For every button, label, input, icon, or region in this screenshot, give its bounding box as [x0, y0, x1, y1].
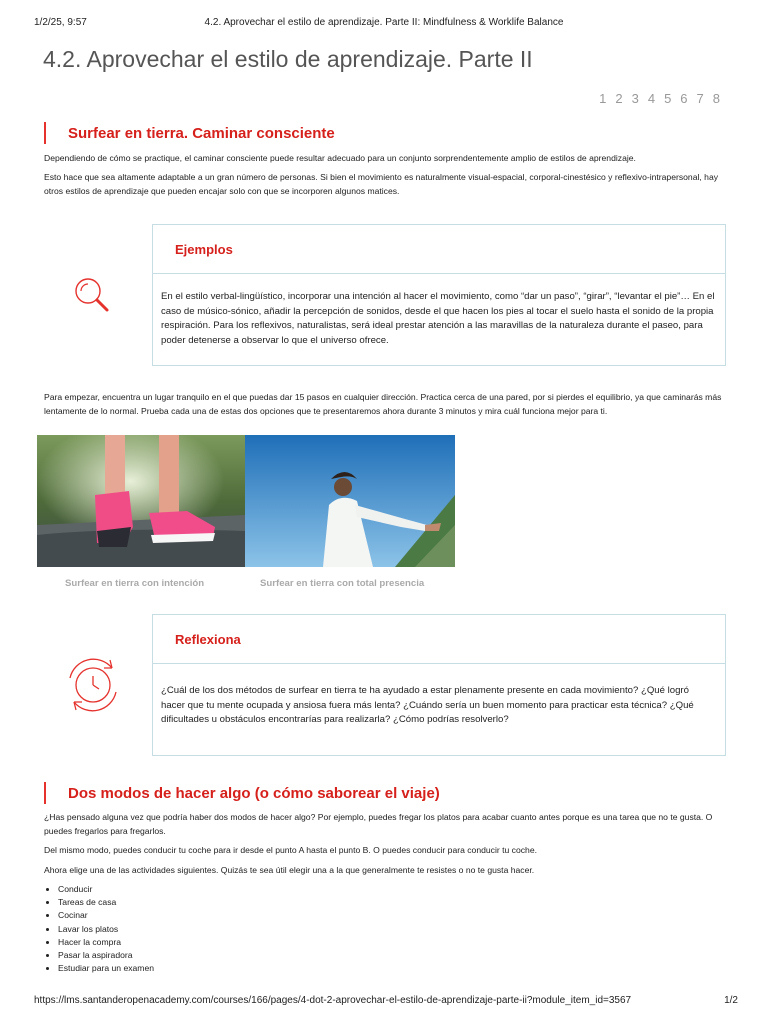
page-pagination	[599, 91, 720, 106]
section-title-two-modes: Dos modos de hacer algo (o cómo saborear el viaje)	[68, 784, 440, 802]
examples-box-header	[153, 225, 725, 274]
section2-paragraph-1: ¿Has pensado alguna vez que podría haber dos modos de hacer algo? Por ejemplo, puedes fregar los platos para acabar cuanto antes porque es una tarea que no te gusta. O puedes fregarlos para fregarlos.	[44, 812, 713, 836]
list-item: • Cocinar	[58, 909, 154, 922]
list-item: • Estudiar para un examen	[58, 962, 154, 975]
heading-accent-bar	[44, 122, 46, 144]
open-arms-image	[245, 435, 455, 567]
section2-paragraph-2: Del mismo modo, puedes conducir tu coche para ir desde el punto A hasta el punto B. O puedes conducir para conducir tu coche.	[44, 845, 538, 855]
examples-box-body: En el estilo verbal-lingüístico, incorporar una intención al hacer el movimiento, como “dar un paso”, “girar”, “levantar el pie”… En el caso de músico-sónico, añadir la percepción de sonidos, desde el que hacen los pies al tocar el suelo hasta el sonido de la propia respiración. Para los reflexivos, naturalistas, será ideal prestar atención a las maravillas de la naturaleza durante el paseo, para poder detenerse a observar lo que el universo ofrece.	[161, 291, 715, 346]
page-link-3[interactable]: 3	[631, 91, 639, 106]
image-caption-2: Surfear en tierra con total presencia	[260, 578, 425, 589]
page-link-6[interactable]: 6	[680, 91, 688, 106]
print-doc-title: 4.2. Aprovechar el estilo de aprendizaje. Parte II: Mindfulness & Worklife Balance	[204, 17, 564, 28]
activities-list	[44, 883, 154, 975]
walking-feet-image	[37, 435, 245, 567]
section2-paragraph-3: Ahora elige una de las actividades siguientes. Quizás te sea útil elegir una a la que generalmente te resistes o no te gusta hacer.	[44, 865, 535, 875]
page-link-5[interactable]: 5	[664, 91, 672, 106]
print-datetime: 1/2/25, 9:57	[34, 17, 87, 28]
section-heading-two-modes	[44, 782, 440, 804]
page-link-7[interactable]: 7	[696, 91, 704, 106]
list-item: • Hacer la compra	[58, 936, 154, 949]
list-item: • Lavar los platos	[58, 923, 154, 936]
page-link-1[interactable]: 1	[599, 91, 607, 106]
list-item: • Conducir	[58, 883, 154, 896]
section-heading-walking	[44, 122, 335, 144]
section1-paragraph-1: Dependiendo de cómo se practique, el caminar consciente puede resultar adecuado para un conjunto sorprendentemente amplio de estilos de aprendizaje.	[44, 153, 636, 163]
clock-cycle-icon	[62, 656, 124, 719]
examples-box-title: Ejemplos	[175, 241, 233, 257]
section-title-walking: Surfear en tierra. Caminar consciente	[68, 124, 335, 142]
list-item: • Pasar la aspiradora	[58, 949, 154, 962]
heading-accent-bar	[44, 782, 46, 804]
reflect-box	[152, 614, 726, 756]
magnifier-icon	[70, 274, 112, 319]
reflect-box-title: Reflexiona	[175, 631, 241, 647]
reflect-box-body: ¿Cuál de los dos métodos de surfear en tierra te ha ayudado a estar plenamente presente en cada movimiento? ¿Qué logró hacer que tu mente ocupada y ansiosa fuera más lenta? ¿Cuándo sería un buen momento para practicar esta técnica? ¿Qué dificultades u obstáculos encontrarías para realizarla? ¿Cómo podrías resolverlo?	[161, 685, 694, 726]
page-title: 4.2. Aprovechar el estilo de aprendizaje. Parte II	[43, 46, 533, 72]
photo-strip	[37, 435, 455, 567]
intro-paragraph: Para empezar, encuentra un lugar tranquilo en el que puedas dar 15 pasos en cualquier dirección. Practica cerca de una pared, por si pierdes el equilibrio, ya que caminarás más lentamente de lo normal. Prueba cada una de estas dos opciones que te presentaremos ahora durante 3 minutos y mira cuál funciona mejor para ti.	[44, 392, 722, 416]
image-caption-1: Surfear en tierra con intención	[65, 578, 205, 589]
print-url: https://lms.santanderopenacademy.com/courses/166/pages/4-dot-2-aprovechar-el-estilo-de-aprendizaje-parte-ii?module_item_id=3567	[34, 995, 632, 1006]
page-link-2[interactable]: 2	[615, 91, 623, 106]
page-link-8[interactable]: 8	[712, 91, 720, 106]
list-item: • Tareas de casa	[58, 896, 154, 909]
print-page-number: 1/2	[724, 995, 738, 1006]
page-link-4[interactable]: 4	[647, 91, 656, 106]
section1-paragraph-2: Esto hace que sea altamente adaptable a un gran número de personas. Si bien el movimiento es naturalmente visual-espacial, corporal-cinestésico y reflexivo-intrapersonal, hay otros estilos de aprendizaje que pueden encajar solo con que se incorporen algunos matices.	[44, 172, 719, 196]
examples-box	[152, 224, 726, 366]
reflect-box-header	[153, 615, 725, 664]
